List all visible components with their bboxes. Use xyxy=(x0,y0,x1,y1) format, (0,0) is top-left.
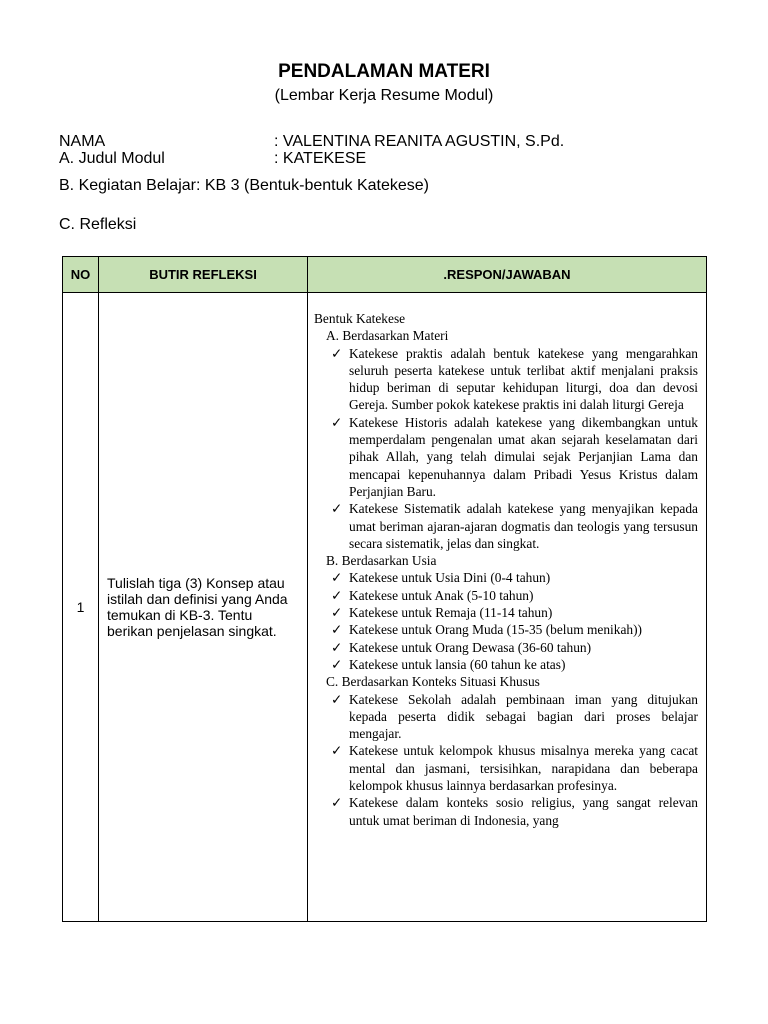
meta-nama xyxy=(59,133,565,151)
list-item xyxy=(331,691,698,743)
response-section-label: C. Berdasarkan Konteks Situasi Khusus xyxy=(326,674,540,690)
reflection-table xyxy=(62,256,707,922)
check-icon: ✓ xyxy=(331,570,343,586)
response-section-label: B. Berdasarkan Usia xyxy=(326,553,437,569)
check-icon: ✓ xyxy=(331,795,343,811)
list-item xyxy=(331,569,698,586)
check-icon: ✓ xyxy=(331,622,343,638)
check-icon: ✓ xyxy=(331,605,343,621)
list-item xyxy=(331,639,698,656)
list-item-text: Katekese Sistematik adalah katekese yang menyajikan kepada umat beriman ajaran-ajaran dogmatis dan teologis yang tersusun secara sistematik, jelas dan singkat. xyxy=(349,501,698,551)
list-item xyxy=(331,414,698,500)
list-item-text: Katekese dalam konteks sosio religius, yang sangat relevan untuk umat beriman di Indonesia, yang xyxy=(349,795,698,828)
check-icon: ✓ xyxy=(331,414,343,430)
list-item-text: Katekese Historis adalah katekese yang dikembangkan untuk memperdalam pengenalan umat akan sejarah keselamatan dari pihak Allah, yang telah dimulai sejak Perjanjian Lama dan mencapai kepenuhannya dalam Pribadi Yesus Kristus dalam Perjanjian Baru. xyxy=(349,414,698,499)
list-item-text: Katekese Sekolah adalah pembinaan iman yang ditujukan kepada peserta didik sebagai bagian dari proses belajar mengajar. xyxy=(349,691,698,742)
list-item xyxy=(331,742,698,794)
response-content xyxy=(314,310,698,829)
document-subtitle: (Lembar Kerja Resume Modul) xyxy=(274,87,494,104)
list-item xyxy=(331,500,698,552)
check-icon: ✓ xyxy=(331,656,343,672)
list-item-text: Katekese praktis adalah bentuk katekese yang mengarahkan seluruh peserta katekese untuk terlibat aktif menjalani praksis hidup beriman di seputar kehidupan liturgi, doa dan devosi Gereja. Sumber pokok katekese praktis ini dalah liturgi Gereja xyxy=(349,345,698,413)
check-icon: ✓ xyxy=(331,691,343,707)
list-item xyxy=(331,604,698,621)
list-item-text: Katekese untuk Remaja (11-14 tahun) xyxy=(349,605,553,621)
response-list xyxy=(314,345,698,553)
list-item-text: Katekese untuk Usia Dini (0-4 tahun) xyxy=(349,570,551,586)
header-butir-refleksi: BUTIR REFLEKSI xyxy=(99,257,308,293)
row-response-cell xyxy=(308,293,707,922)
row-number: 1 xyxy=(63,293,99,922)
response-section-label: A. Berdasarkan Materi xyxy=(326,328,449,344)
document-title: PENDALAMAN MATERI xyxy=(278,61,490,82)
meta-kegiatan-value: : KB 3 (Bentuk-bentuk Katekese) xyxy=(195,177,429,194)
meta-nama-label: NAMA xyxy=(59,133,106,150)
response-heading: Bentuk Katekese xyxy=(314,311,406,326)
list-item-text: Katekese untuk Orang Muda (15-35 (belum menikah)) xyxy=(349,622,643,638)
list-item-text: Katekese untuk lansia (60 tahun ke atas) xyxy=(349,656,566,672)
header-respon-jawaban: .RESPON/JAWABAN xyxy=(308,257,707,293)
list-item xyxy=(331,587,698,604)
list-item-text: Katekese untuk Anak (5-10 tahun) xyxy=(349,587,534,603)
list-item xyxy=(331,656,698,673)
header-no: NO xyxy=(63,257,99,293)
meta-kegiatan xyxy=(59,177,429,195)
table-row xyxy=(63,293,707,922)
list-item xyxy=(331,345,698,414)
list-item-text: Katekese untuk Orang Dewasa (36-60 tahun) xyxy=(349,639,592,655)
table-header-row xyxy=(63,257,707,293)
meta-judul-label: A. Judul Modul xyxy=(59,150,165,167)
row-butir-refleksi: Tulislah tiga (3) Konsep atau istilah dan definisi yang Anda temukan di KB-3. Tentu berikan penjelasan singkat. xyxy=(99,293,308,922)
check-icon: ✓ xyxy=(331,587,343,603)
check-icon: ✓ xyxy=(331,345,343,361)
response-list xyxy=(314,691,698,829)
list-item-text: Katekese untuk kelompok khusus misalnya mereka yang cacat mental dan jasmani, tersisihkan, narapidana dan beberapa kelompok khusus lainnya berdasarkan profesinya. xyxy=(349,743,698,794)
check-icon: ✓ xyxy=(331,743,343,759)
response-list xyxy=(314,569,698,673)
meta-kegiatan-label: B. Kegiatan Belajar xyxy=(59,177,196,194)
list-item xyxy=(331,794,698,829)
meta-judul-value: : KATEKESE xyxy=(274,150,367,167)
list-item xyxy=(331,621,698,638)
check-icon: ✓ xyxy=(331,639,343,655)
meta-judul xyxy=(59,150,367,168)
check-icon: ✓ xyxy=(331,501,343,517)
meta-nama-value: : VALENTINA REANITA AGUSTIN, S.Pd. xyxy=(274,133,565,150)
meta-refleksi-label: C. Refleksi xyxy=(59,216,137,233)
